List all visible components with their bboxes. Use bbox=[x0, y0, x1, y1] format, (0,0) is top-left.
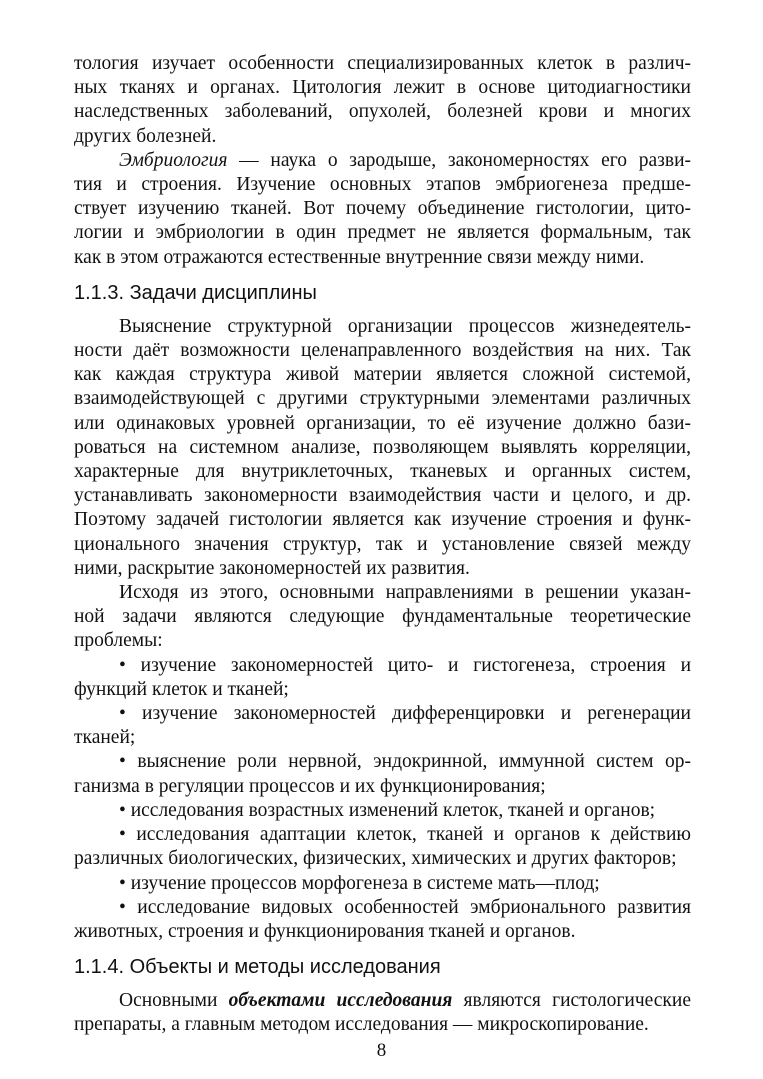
text-line: ними, раскрытие закономерностей их развития. bbox=[74, 557, 470, 579]
list-item bbox=[74, 823, 691, 871]
text-line: функций клеток и тканей; bbox=[74, 678, 289, 700]
list-item bbox=[74, 896, 691, 944]
text-line: ности даёт возможности целенаправленного воздействия на них. Так bbox=[74, 340, 691, 362]
list-item bbox=[74, 702, 691, 750]
text-line: наследственных заболеваний, опухолей, болезней крови и многих bbox=[74, 101, 691, 123]
term-embryology: Эмбриология bbox=[119, 149, 228, 171]
text-line bbox=[74, 989, 691, 1013]
paragraph-cytology bbox=[74, 52, 691, 149]
text-line: как каждая структура живой материи является сложной системой, bbox=[74, 364, 691, 386]
text-span: — наука о зародыше, закономерностях его разви- bbox=[227, 149, 691, 171]
text-line: ной задачи являются следующие фундаментальные теоретические bbox=[74, 606, 691, 628]
page-number: 8 bbox=[376, 1040, 387, 1061]
text-line: тология изучает особенности специализированных клеток в различ- bbox=[74, 53, 691, 74]
text-line: различных биологических, физических, химических и других факторов; bbox=[74, 848, 677, 870]
list-item bbox=[74, 872, 691, 896]
text-line: логии и эмбриологии в один предмет не является формальным, так bbox=[74, 222, 691, 244]
text-line: препараты, а главным методом исследования — микроскопирование. bbox=[74, 1014, 649, 1036]
text-line: • исследования адаптации клеток, тканей и органов к действию bbox=[119, 824, 691, 846]
text-line: Поэтому задачей гистологии является как изучение строения и функ- bbox=[74, 509, 691, 531]
term-research-objects: объектами исследования bbox=[228, 990, 453, 1012]
text-line: • исследования возрастных изменений клеток, тканей и органов; bbox=[119, 799, 656, 821]
text-line: проблемы: bbox=[74, 630, 163, 652]
text-line: • выяснение роли нервной, эндокринной, иммунной систем ор- bbox=[119, 751, 691, 773]
text-line: животных, строения и функционирования тканей и органов. bbox=[74, 920, 576, 942]
paragraph-tasks bbox=[74, 315, 691, 581]
text-line: ных тканях и органах. Цитология лежит в основе цитодиагностики bbox=[74, 77, 691, 99]
list-item bbox=[74, 750, 691, 798]
text-span: Основными bbox=[119, 990, 229, 1012]
text-line: • изучение закономерностей цито- и гистогенеза, строения и bbox=[119, 654, 691, 676]
text-line: ционального значения структур, так и установление связей между bbox=[74, 533, 691, 555]
text-line: взаимодействующей с другими структурными элементами различных bbox=[74, 388, 691, 410]
text-line: или одинаковых уровней организации, то её изучение должно бази- bbox=[74, 412, 691, 434]
text-line: других болезней. bbox=[74, 125, 217, 147]
text-line bbox=[74, 149, 691, 173]
paragraph-objects bbox=[74, 989, 691, 1037]
text-line: ствует изучению тканей. Вот почему объединение гистологии, цито- bbox=[74, 198, 691, 220]
list-item bbox=[74, 799, 691, 823]
list-item bbox=[74, 654, 691, 702]
paragraph-embryology bbox=[74, 149, 691, 270]
section-heading-1-1-4: 1.1.4. Объекты и методы исследования bbox=[74, 956, 441, 979]
text-line: тканей; bbox=[74, 727, 136, 749]
text-line: тия и строения. Изучение основных этапов эмбриогенеза предше- bbox=[74, 174, 691, 196]
paragraph-directions bbox=[74, 581, 691, 654]
text-line: Выяснение структурной организации процессов жизнедеятель- bbox=[119, 315, 691, 337]
text-line: характерные для внутриклеточных, тканевых и органных систем, bbox=[74, 461, 691, 483]
section-heading-1-1-3: 1.1.3. Задачи дисциплины bbox=[74, 281, 317, 304]
text-line: • изучение процессов морфогенеза в системе мать—плод; bbox=[119, 872, 600, 894]
text-line: как в этом отражаются естественные внутренние связи между ними. bbox=[74, 246, 645, 268]
text-line: • исследование видовых особенностей эмбрионального развития bbox=[119, 896, 691, 918]
text-line: • изучение закономерностей дифференцировки и регенерации bbox=[119, 703, 691, 725]
text-line: роваться на системном анализе, позволяющем выявлять корреляции, bbox=[74, 436, 691, 458]
text-line: устанавливать закономерности взаимодействия части и целого, и др. bbox=[74, 485, 691, 507]
bullet-list bbox=[74, 654, 691, 944]
text-line: ганизма в регуляции процессов и их функционирования; bbox=[74, 775, 546, 797]
text-line: Исходя из этого, основными направлениями в решении указан- bbox=[119, 582, 691, 604]
text-span: являются гистологические bbox=[452, 990, 691, 1012]
